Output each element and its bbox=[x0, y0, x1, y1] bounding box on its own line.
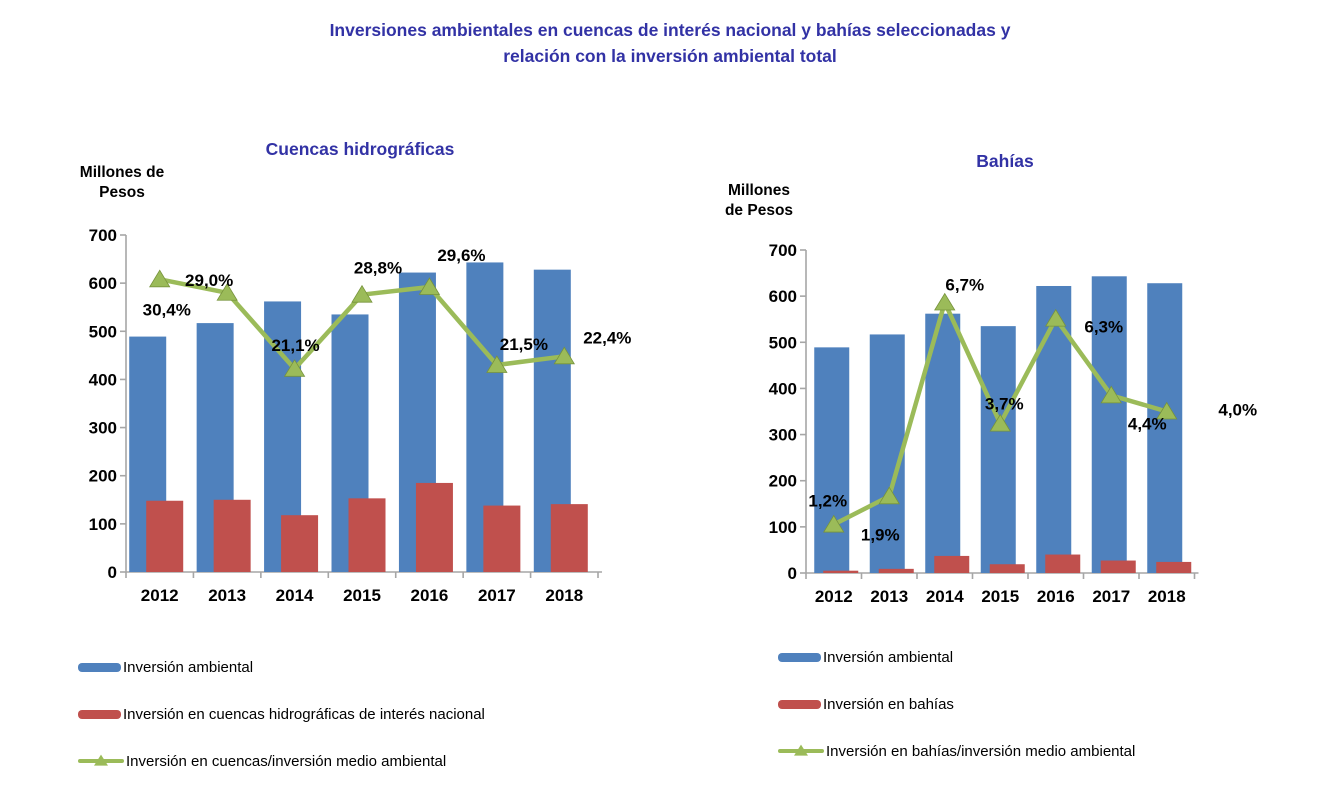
y-tick-label: 100 bbox=[88, 514, 117, 534]
main-title-line2: relación con la inversión ambiental total bbox=[503, 46, 837, 66]
legend-label: Inversión ambiental bbox=[123, 658, 254, 676]
y-axis-title-line: Millones bbox=[727, 182, 790, 199]
y-tick-label: 300 bbox=[88, 418, 117, 438]
percent-data-label: 3,7% bbox=[984, 394, 1024, 414]
legend-cuencas bbox=[78, 658, 485, 770]
bar bbox=[1045, 555, 1080, 573]
percent-data-label: 1,2% bbox=[808, 491, 848, 511]
triangle-marker-icon bbox=[94, 755, 108, 766]
y-axis-labels bbox=[89, 226, 117, 582]
y-tick-label: 0 bbox=[107, 563, 117, 582]
x-tick-label: 2013 bbox=[870, 587, 909, 606]
bar bbox=[814, 347, 849, 573]
triangle-marker-icon bbox=[935, 293, 955, 310]
blue-bar-swatch-icon bbox=[778, 653, 821, 662]
y-tick-label: 500 bbox=[768, 333, 797, 353]
blue-bar-swatch-icon bbox=[78, 663, 121, 672]
x-tick-label: 2018 bbox=[1147, 587, 1186, 606]
legend-label: Inversión en cuencas hidrográficas de interés nacional bbox=[123, 705, 485, 723]
y-axis-title-bahias bbox=[700, 181, 818, 221]
x-axis-labels bbox=[141, 586, 583, 605]
y-axis-title-line: Pesos bbox=[99, 184, 145, 201]
main-title bbox=[0, 17, 1340, 69]
y-tick-label: 700 bbox=[88, 226, 117, 245]
bar bbox=[1156, 562, 1191, 573]
y-tick-label: 600 bbox=[88, 274, 117, 294]
legend-label: Inversión ambiental bbox=[823, 648, 954, 666]
plot-area-cuencas bbox=[60, 225, 700, 625]
x-tick-label: 2012 bbox=[814, 587, 853, 606]
y-tick-label: 400 bbox=[88, 370, 117, 390]
bar bbox=[349, 498, 386, 572]
green-line-swatch-icon bbox=[78, 759, 124, 763]
red-bar-swatch-icon bbox=[78, 710, 121, 719]
percent-data-label: 21,5% bbox=[499, 334, 548, 354]
legend-label: Inversión en bahías bbox=[823, 695, 954, 713]
y-tick-label: 0 bbox=[787, 564, 797, 583]
y-axis-title-line: Millones de bbox=[79, 164, 165, 181]
chart-subtitle-cuencas: Cuencas hidrográficas bbox=[265, 139, 455, 159]
y-axis-labels bbox=[769, 241, 797, 583]
x-axis-labels bbox=[815, 587, 1186, 606]
x-tick-label: 2012 bbox=[140, 586, 179, 605]
bar bbox=[146, 501, 183, 572]
percent-data-label: 29,0% bbox=[185, 270, 234, 290]
bar bbox=[551, 504, 588, 572]
y-tick-label: 400 bbox=[768, 379, 797, 399]
x-tick-label: 2014 bbox=[275, 586, 314, 605]
percent-data-label: 4,4% bbox=[1127, 414, 1167, 434]
percent-data-label: 30,4% bbox=[142, 300, 191, 320]
legend-item-inversion-bahias bbox=[778, 695, 1135, 713]
legend-label: Inversión en cuencas/inversión medio ambiental bbox=[126, 752, 447, 770]
bar bbox=[416, 483, 453, 572]
bar bbox=[990, 564, 1025, 573]
y-tick-label: 700 bbox=[768, 241, 797, 260]
bar bbox=[879, 569, 914, 573]
bar bbox=[281, 515, 318, 572]
y-tick-label: 500 bbox=[88, 322, 117, 342]
x-tick-label: 2016 bbox=[410, 586, 449, 605]
y-tick-label: 200 bbox=[768, 471, 797, 491]
x-tick-label: 2017 bbox=[1092, 587, 1131, 606]
chart-subtitle-bahias: Bahías bbox=[976, 151, 1034, 171]
legend-item-ratio-cuencas bbox=[78, 752, 485, 770]
x-tick-label: 2014 bbox=[925, 587, 964, 606]
green-line-swatch-icon bbox=[778, 749, 824, 753]
legend-item-inversion-ambiental bbox=[78, 658, 485, 676]
bar bbox=[1101, 561, 1136, 573]
x-tick-label: 2013 bbox=[208, 586, 247, 605]
legend-item-inversion-ambiental bbox=[778, 648, 1135, 666]
bar bbox=[823, 571, 858, 573]
triangle-marker-icon bbox=[794, 745, 808, 756]
y-axis-title-line: de Pesos bbox=[724, 202, 794, 219]
y-tick-label: 200 bbox=[88, 466, 117, 486]
plot-area-bahias bbox=[700, 232, 1340, 632]
bar bbox=[981, 326, 1016, 573]
main-title-line1: Inversiones ambientales en cuencas de interés nacional y bahías seleccionadas y bbox=[329, 20, 1011, 40]
percent-data-label: 29,6% bbox=[437, 245, 486, 265]
x-tick-label: 2016 bbox=[1036, 587, 1075, 606]
percent-data-label: 1,9% bbox=[860, 525, 900, 545]
percent-data-label: 22,4% bbox=[583, 328, 632, 348]
bar bbox=[214, 500, 251, 572]
bar bbox=[483, 506, 520, 572]
red-bar-swatch-icon bbox=[778, 700, 821, 709]
legend-item-ratio-bahias bbox=[778, 742, 1135, 760]
x-tick-label: 2015 bbox=[343, 586, 381, 605]
percent-data-label: 6,7% bbox=[945, 275, 985, 295]
percent-data-label: 28,8% bbox=[353, 258, 403, 278]
y-tick-label: 100 bbox=[768, 517, 797, 537]
legend-label: Inversión en bahías/inversión medio ambiental bbox=[826, 742, 1136, 760]
x-tick-label: 2015 bbox=[981, 587, 1020, 606]
y-tick-label: 300 bbox=[768, 425, 797, 445]
legend-bahias bbox=[778, 648, 1135, 760]
x-tick-label: 2018 bbox=[545, 586, 584, 605]
bar bbox=[934, 556, 969, 573]
y-axis-title-cuencas bbox=[64, 163, 180, 203]
percent-data-label: 4,0% bbox=[1218, 400, 1258, 420]
percent-data-label: 6,3% bbox=[1084, 317, 1124, 337]
legend-item-inversion-cuencas bbox=[78, 705, 485, 723]
y-tick-label: 600 bbox=[768, 287, 797, 307]
percent-data-label: 21,1% bbox=[271, 335, 320, 355]
x-tick-label: 2017 bbox=[477, 586, 516, 605]
